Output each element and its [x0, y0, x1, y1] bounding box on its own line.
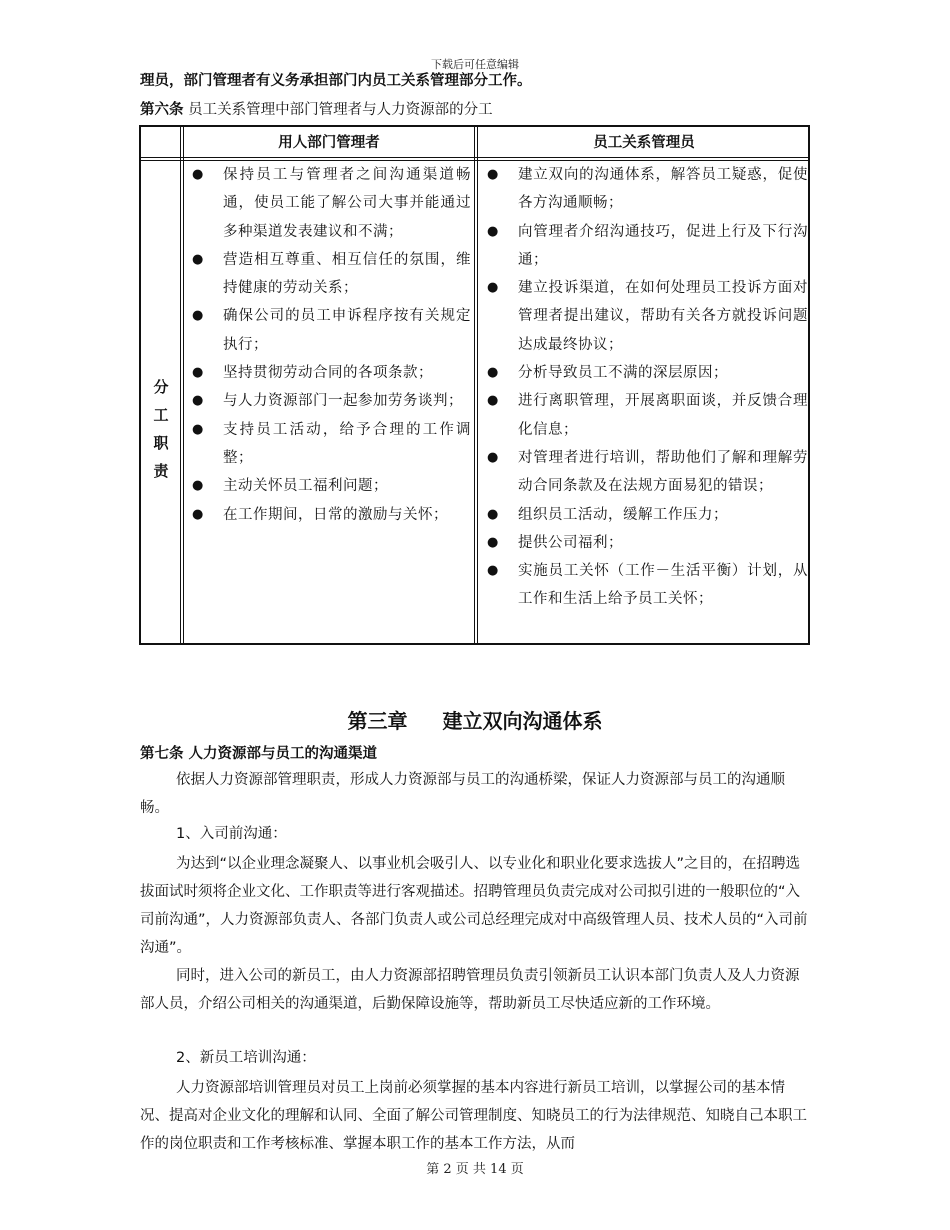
side-label-char: 工 — [153, 406, 169, 424]
bullet-icon: ● — [192, 421, 204, 437]
article-6-number: 第六条 — [140, 102, 184, 118]
side-label-char: 职 — [153, 434, 169, 452]
bullet-icon: ● — [192, 251, 204, 267]
list-item: ● 确保公司的员工申诉程序按有关规定执行； — [185, 302, 471, 359]
list-item: ● 建立投诉渠道，在如何处理员工投诉方面对管理者提出建议，帮助有关各方就投诉问题达成最终协议； — [480, 274, 808, 359]
relations-manager-duties — [480, 161, 808, 614]
list-item: ● 实施员工关怀（工作－生活平衡）计划，从工作和生活上给予员工关怀； — [480, 557, 808, 614]
bullet-icon: ● — [192, 393, 204, 409]
page-header-note: 下载后可任意编辑 — [431, 58, 519, 71]
article-7-heading: 第七条 人力资源部与员工的沟通渠道 — [140, 746, 378, 762]
table-side-label — [143, 373, 179, 485]
list-item: ● 进行离职管理，开展离职面谈，并反馈合理化信息； — [480, 387, 808, 444]
table-header-relations-manager: 员工关系管理员 — [593, 135, 695, 151]
list-item: ● 营造相互尊重、相互信任的氛围，维持健康的劳动关系； — [185, 246, 471, 303]
article-6-title: 员工关系管理中部门管理者与人力资源部的分工 — [188, 102, 493, 118]
bullet-icon: ● — [487, 365, 499, 381]
bullet-icon: ● — [487, 534, 499, 550]
paragraph: 人力资源部培训管理员对员工上岗前必须掌握的基本内容进行新员工培训，以掌握公司的基本情况、提高对企业文化的理解和认同、全面了解公司管理制度、知晓员工的行为法律规范、知晓自己本职工作的岗位职责和工作考核标准、掌握本职工作的基本工作方法，从而 — [140, 1080, 807, 1152]
division-table — [139, 125, 810, 645]
list-item: ● 支持员工活动，给予合理的工作调整； — [185, 416, 471, 473]
table-col-divider-2 — [474, 127, 478, 643]
article-6-heading — [140, 98, 493, 119]
continued-line: 理员，部门管理者有义务承担部门内员工关系管理部分工作。 — [140, 73, 532, 89]
bullet-icon: ● — [487, 280, 499, 296]
chapter-heading — [0, 705, 950, 734]
subheading-pre-entry: 1、入司前沟通： — [176, 826, 287, 842]
bullet-icon: ● — [487, 393, 499, 409]
list-item: ● 分析导致员工不满的深层原因； — [480, 359, 808, 387]
page-footer: 第 2 页 共 14 页 — [426, 1162, 524, 1177]
list-item: ● 组织员工活动，缓解工作压力； — [480, 501, 808, 529]
bullet-icon: ● — [487, 223, 499, 239]
table-col-divider-1 — [180, 127, 184, 643]
paragraph: 为达到“以企业理念凝聚人、以事业机会吸引人、以专业化和职业化要求选拔人”之目的，在招聘选拔面试时须将企业文化、工作职责等进行客观描述。招聘管理员负责完成对公司拟引进的一般职位的“入司前沟通”，人力资源部负责人、各部门负责人或公司总经理完成对中高级管理人员、技术人员的“入司前沟通”。 — [140, 856, 808, 956]
bullet-icon: ● — [192, 365, 204, 381]
bullet-icon: ● — [487, 563, 499, 579]
chapter-number: 第三章 — [347, 709, 408, 733]
list-item: ● 提供公司福利； — [480, 529, 808, 557]
chapter-title: 建立双向沟通体系 — [442, 709, 603, 733]
side-label-char: 分 — [153, 378, 169, 396]
bullet-icon: ● — [192, 167, 204, 182]
subheading-training: 2、新员工培训沟通： — [176, 1050, 316, 1066]
list-item: ● 建立双向的沟通体系，解答员工疑惑，促使各方沟通顺畅； — [480, 161, 808, 218]
dept-manager-duties — [185, 161, 471, 529]
list-item: ● 与人力资源部门一起参加劳务谈判； — [185, 387, 471, 415]
paragraph: 依据人力资源部管理职责，形成人力资源部与员工的沟通桥梁，保证人力资源部与员工的沟通顺畅。 — [140, 772, 785, 816]
list-item: ● 向管理者介绍沟通技巧，促进上行及下行沟通； — [480, 218, 808, 275]
bullet-icon: ● — [487, 506, 499, 522]
list-item: ● 保持员工与管理者之间沟通渠道畅通，使员工能了解公司大事并能通过多种渠道发表建议和不满； — [185, 161, 471, 246]
bullet-icon: ● — [192, 308, 204, 324]
list-item: ● 在工作期间，日常的激励与关怀； — [185, 501, 471, 529]
bullet-icon: ● — [192, 506, 204, 522]
bullet-icon: ● — [487, 449, 499, 465]
bullet-icon: ● — [192, 478, 204, 494]
list-item: ● 主动关怀员工福利问题； — [185, 472, 471, 500]
list-item: ● 坚持贯彻劳动合同的各项条款； — [185, 359, 471, 387]
paragraph: 同时，进入公司的新员工，由人力资源部招聘管理员负责引领新员工认识本部门负责人及人力资源部人员，介绍公司相关的沟通渠道，后勤保障设施等，帮助新员工尽快适应新的工作环境。 — [140, 968, 800, 1012]
table-header-dept-manager: 用人部门管理者 — [278, 135, 380, 151]
side-label-char: 责 — [153, 462, 169, 480]
list-item: ● 对管理者进行培训，帮助他们了解和理解劳动合同条款及在法规方面易犯的错误； — [480, 444, 808, 501]
bullet-icon: ● — [487, 167, 499, 182]
